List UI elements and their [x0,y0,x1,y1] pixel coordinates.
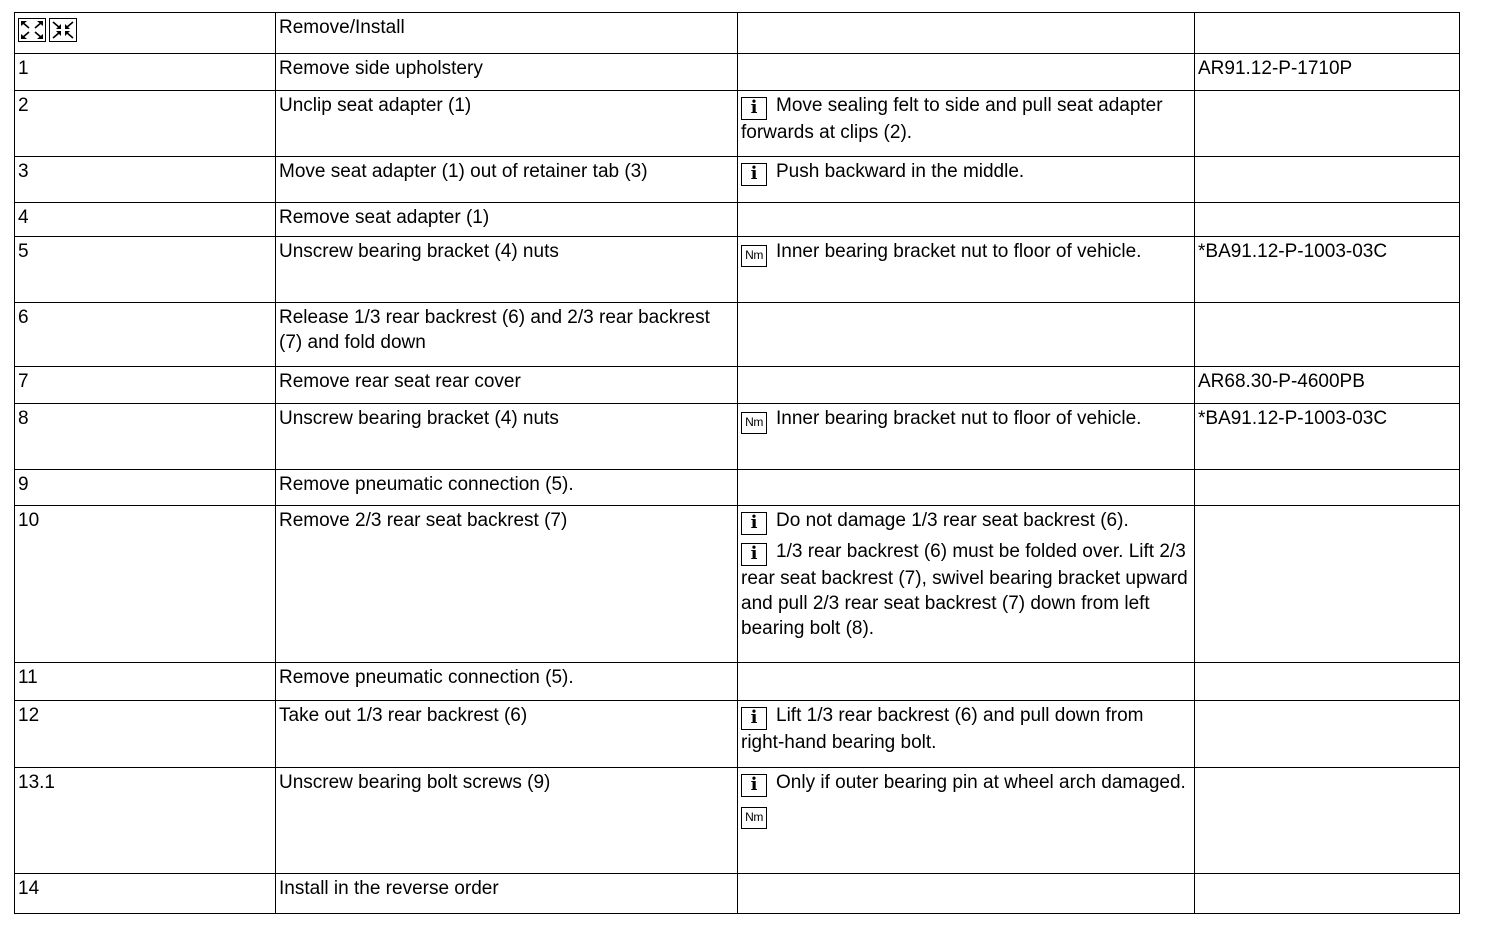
note-text: Inner bearing bracket nut to floor of vehicle. [776,408,1142,429]
step-notes [738,203,1195,237]
step-action: Unscrew bearing bracket (4) nuts [276,404,738,470]
step-notes [738,54,1195,91]
note-text: 1/3 rear backrest (6) must be folded over. Lift 2/3 rear seat backrest (7), swivel bearing bracket upward and pull 2/3 rear seat backrest (7) down from left bearing bolt (8). [741,541,1188,639]
header-ref-cell [1195,13,1460,54]
step-notes [738,157,1195,203]
document-reference-link [1195,91,1460,157]
step-action: Remove seat adapter (1) [276,203,738,237]
torque-icon[interactable]: Nm [741,807,767,829]
step-notes [738,874,1195,914]
step-action: Install in the reverse order [276,874,738,914]
step-action: Remove rear seat rear cover [276,367,738,404]
note-text: Push backward in the middle. [776,161,1025,182]
step-action: Unclip seat adapter (1) [276,91,738,157]
step-number: 6 [15,303,276,367]
collapse-icon[interactable] [49,18,77,42]
step-action: Unscrew bearing bracket (4) nuts [276,237,738,303]
note-text: Inner bearing bracket nut to floor of vehicle. [776,241,1142,262]
step-number: 14 [15,874,276,914]
info-icon[interactable]: i [741,97,767,120]
document-reference-link[interactable]: *BA91.12-P-1003-03C [1195,404,1460,470]
step-number: 9 [15,470,276,506]
note-text: Do not damage 1/3 rear seat backrest (6). [776,510,1129,531]
step-action: Remove 2/3 rear seat backrest (7) [276,506,738,663]
note-text: Lift 1/3 rear backrest (6) and pull down from right-hand bearing bolt. [741,705,1144,753]
step-number: 1 [15,54,276,91]
step-number: 8 [15,404,276,470]
info-icon[interactable]: i [741,707,767,730]
document-reference-link [1195,470,1460,506]
step-number: 12 [15,701,276,768]
note [741,801,1191,829]
step-number: 7 [15,367,276,404]
document-reference-link[interactable]: AR91.12-P-1710P [1195,54,1460,91]
document-reference-link [1195,663,1460,701]
header-icons-cell [15,13,276,54]
table-row [15,367,1460,404]
note [741,159,1191,186]
step-number: 10 [15,506,276,663]
info-icon[interactable]: i [741,774,767,797]
procedure-table-body [15,13,1460,914]
document-reference-link[interactable]: *BA91.12-P-1003-03C [1195,237,1460,303]
document-reference-link [1195,303,1460,367]
table-row [15,303,1460,367]
note [741,508,1191,535]
step-number: 2 [15,91,276,157]
torque-icon[interactable]: Nm [741,245,767,267]
info-icon[interactable]: i [741,512,767,535]
note [741,239,1191,267]
torque-icon[interactable]: Nm [741,412,767,434]
table-row [15,237,1460,303]
step-action: Remove pneumatic connection (5). [276,470,738,506]
document-reference-link [1195,768,1460,874]
info-icon[interactable]: i [741,163,767,186]
step-notes [738,237,1195,303]
note [741,406,1191,434]
note [741,539,1191,641]
step-action: Take out 1/3 rear backrest (6) [276,701,738,768]
note-text: Move sealing felt to side and pull seat adapter forwards at clips (2). [741,95,1163,143]
step-notes [738,663,1195,701]
step-notes [738,470,1195,506]
table-row [15,768,1460,874]
table-row [15,701,1460,768]
step-action: Remove pneumatic connection (5). [276,663,738,701]
document-reference-link [1195,874,1460,914]
header-row [15,13,1460,54]
step-number: 13.1 [15,768,276,874]
note-text: Only if outer bearing pin at wheel arch damaged. [776,772,1186,793]
document-reference-link [1195,203,1460,237]
table-row [15,404,1460,470]
step-number: 11 [15,663,276,701]
table-row [15,506,1460,663]
step-notes [738,367,1195,404]
header-title: Remove/Install [276,13,738,54]
step-action: Remove side upholstery [276,54,738,91]
step-notes [738,404,1195,470]
table-row [15,203,1460,237]
step-notes [738,768,1195,874]
document-reference-link [1195,506,1460,663]
table-row [15,874,1460,914]
step-number: 4 [15,203,276,237]
step-notes [738,303,1195,367]
table-row [15,54,1460,91]
step-notes [738,506,1195,663]
procedure-table [14,12,1460,914]
table-row [15,470,1460,506]
expand-icon[interactable] [18,18,46,42]
info-icon[interactable]: i [741,543,767,566]
document-reference-link [1195,701,1460,768]
note [741,93,1191,145]
step-action: Release 1/3 rear backrest (6) and 2/3 rear backrest (7) and fold down [276,303,738,367]
step-notes [738,91,1195,157]
step-number: 5 [15,237,276,303]
document-reference-link [1195,157,1460,203]
note [741,770,1191,797]
table-row [15,157,1460,203]
step-notes [738,701,1195,768]
table-row [15,91,1460,157]
step-action: Unscrew bearing bolt screws (9) [276,768,738,874]
table-row [15,663,1460,701]
step-number: 3 [15,157,276,203]
step-action: Move seat adapter (1) out of retainer tab (3) [276,157,738,203]
header-notes-cell [738,13,1195,54]
document-reference-link[interactable]: AR68.30-P-4600PB [1195,367,1460,404]
note [741,703,1191,755]
